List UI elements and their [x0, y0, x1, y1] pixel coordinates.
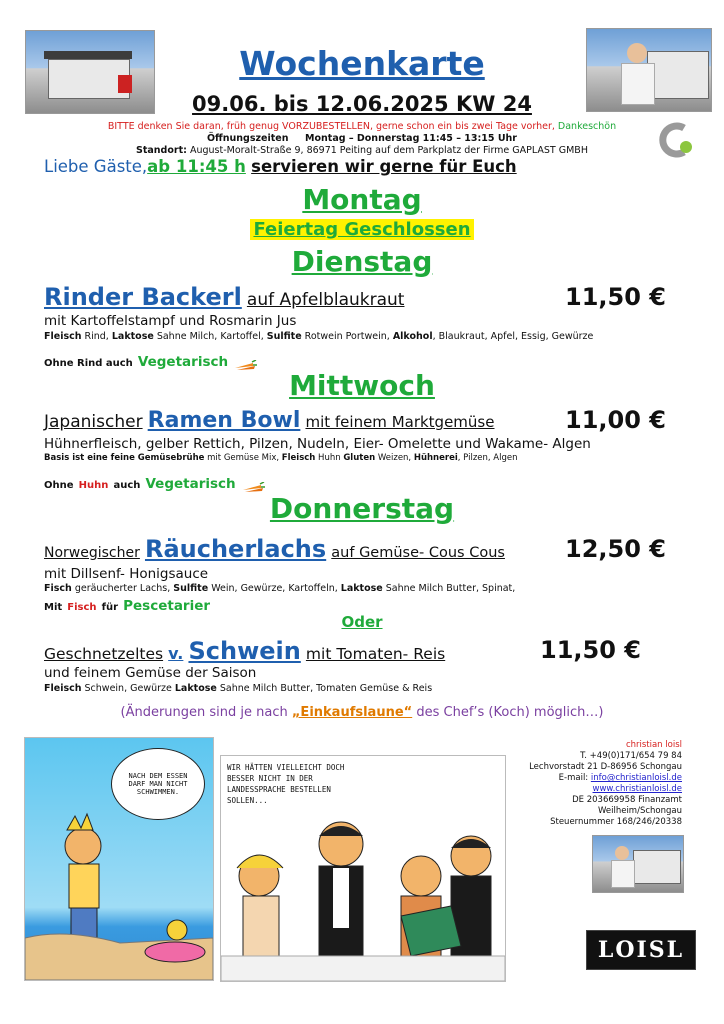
day-thursday: Donnerstag — [269, 492, 455, 525]
contact-block — [520, 740, 682, 828]
cartoon-speech-2: WIR HÄTTEN VIELLEICHT DOCH BESSER NICHT IN DER LANDESSPRACHE BESTELLEN SOLLEN... — [227, 763, 345, 805]
hours-label: Öffnungszeiten — [206, 133, 289, 144]
greeting-time: ab 11:45 h — [147, 157, 246, 176]
veg-label-wednesday: Vegetarisch — [145, 476, 236, 492]
allergens-wednesday: Basis ist eine feine Gemüsebrühe mit Gemüse Mix, Fleisch Huhn Gluten Weizen, Hühnerei, Pilzen, Algen — [44, 453, 518, 463]
pesc-label: Pescetarier — [123, 598, 211, 614]
veg-prefix-tuesday: Ohne Rind auch — [44, 358, 133, 369]
price-wednesday: 11,00 € — [565, 406, 666, 434]
thanks-text: Dankeschön — [557, 121, 617, 132]
contact-phone: T. +49(0)171/654 79 84 — [580, 751, 682, 761]
carrot-icon — [233, 357, 255, 367]
allergens-tuesday: Fleisch Rind, Laktose Sahne Milch, Kartoffel, Sulfite Rotwein Portwein, Alkohol, Blaukraut, Apfel, Essig, Gewürze — [44, 331, 594, 342]
tax-number: Steuernummer 168/246/20338 — [550, 817, 682, 827]
pesc-prefix: Mit — [44, 602, 63, 613]
loisl-logo-text: LOISL — [597, 937, 685, 963]
veg-mid-wednesday: auch — [113, 480, 141, 491]
or-label: Oder — [341, 613, 383, 631]
dish-tuesday-side: auf Apfelblaukraut — [246, 290, 405, 310]
changes-note-pre: (Änderungen sind je nach — [120, 705, 288, 720]
cartoon-speech-1: NACH DEM ESSEN DARF MAN NICHT SCHWIMMEN. — [128, 772, 188, 796]
email-link[interactable]: info@christianloisl.de — [590, 773, 682, 783]
price-thursday1: 12,50 € — [565, 535, 666, 563]
email-label: E-mail: — [558, 773, 589, 783]
contact-name: christian loisl — [625, 740, 682, 750]
dish-thursday2-name: Schwein — [188, 637, 301, 665]
day-tuesday: Dienstag — [291, 245, 433, 278]
date-range: 09.06. bis 12.06.2025 KW 24 — [192, 92, 532, 116]
photo-chef-small — [592, 835, 684, 893]
dish-thursday1-side: auf Gemüse- Cous Cous — [331, 545, 505, 561]
dish-wednesday-name: Ramen Bowl — [147, 408, 301, 433]
dish-wednesday-side: mit feinem Marktgemüse — [305, 413, 495, 431]
hours-value: Montag – Donnerstag 11:45 – 13:15 Uhr — [305, 133, 517, 144]
dish-thursday2-side: mit Tomaten- Reis — [305, 645, 446, 663]
allergens-thursday1: Fisch geräucherter Lachs, Sulfite Wein, Gewürze, Kartoffeln, Laktose Sahne Milch Butter, Spinat, — [44, 583, 516, 594]
greeting-start: Liebe Gäste, — [44, 157, 148, 176]
dish-thursday1-name: Räucherlachs — [144, 535, 327, 563]
preorder-notice: BITTE denken Sie daran, früh genug VORZUBESTELLEN, gerne schon ein bis zwei Tage vorher, — [107, 121, 555, 132]
dish-tuesday-subtitle: mit Kartoffelstampf und Rosmarin Jus — [44, 313, 297, 329]
dish-thursday1-prefix: Norwegischer — [44, 545, 140, 561]
cartoon-swimming — [24, 737, 214, 981]
pesc-mid: für — [101, 602, 119, 613]
pesc-fish: Fisch — [67, 602, 97, 613]
dish-wednesday-subtitle: Hühnerfleisch, gelber Rettich, Pilzen, Nudeln, Eier- Omelette und Wakame- Algen — [44, 436, 591, 452]
carrot-icon — [241, 479, 263, 489]
changes-note-bold: „Einkaufslaune“ — [291, 705, 413, 720]
dish-tuesday-name: Rinder Backerl — [44, 283, 242, 311]
location-label: Standort: — [136, 145, 187, 156]
veg-removed-wednesday: Huhn — [78, 480, 109, 491]
veg-label-tuesday: Vegetarisch — [137, 354, 229, 370]
price-thursday2: 11,50 € — [540, 636, 641, 664]
dish-thursday2-v: v. — [168, 644, 184, 663]
tax-city: Weilheim/Schongau — [597, 806, 682, 816]
dish-thursday2-prefix: Geschnetzeltes — [44, 645, 164, 663]
greeting-end: servieren wir gerne für Euch — [251, 157, 517, 176]
dish-thursday2-subtitle: und feinem Gemüse der Saison — [44, 665, 257, 681]
loisl-logo — [586, 930, 696, 970]
website-link[interactable]: www.christianloisl.de — [592, 784, 682, 794]
day-monday: Montag — [302, 183, 422, 216]
tax-office: DE 203669958 Finanzamt — [572, 795, 682, 805]
cartoon-restaurant — [220, 755, 506, 982]
monday-closed-note: Feiertag Geschlossen — [250, 219, 473, 240]
dish-wednesday-prefix: Japanischer — [44, 412, 143, 432]
dish-thursday1-subtitle: mit Dillsenf- Honigsauce — [44, 566, 209, 582]
veg-prefix-wednesday: Ohne — [44, 480, 74, 491]
contact-address: Lechvorstadt 21 D-86956 Schongau — [529, 762, 682, 772]
page-title: Wochenkarte — [239, 44, 485, 83]
allergens-thursday2: Fleisch Schwein, Gewürze Laktose Sahne Milch Butter, Tomaten Gemüse & Reis — [44, 683, 433, 694]
location-value: August-Moralt-Straße 9, 86971 Peiting auf dem Parkplatz der Firme GAPLAST GMBH — [189, 145, 588, 156]
day-wednesday: Mittwoch — [289, 369, 435, 402]
changes-note-post: des Chef’s (Koch) möglich…) — [416, 705, 604, 720]
price-tuesday: 11,50 € — [565, 283, 666, 311]
